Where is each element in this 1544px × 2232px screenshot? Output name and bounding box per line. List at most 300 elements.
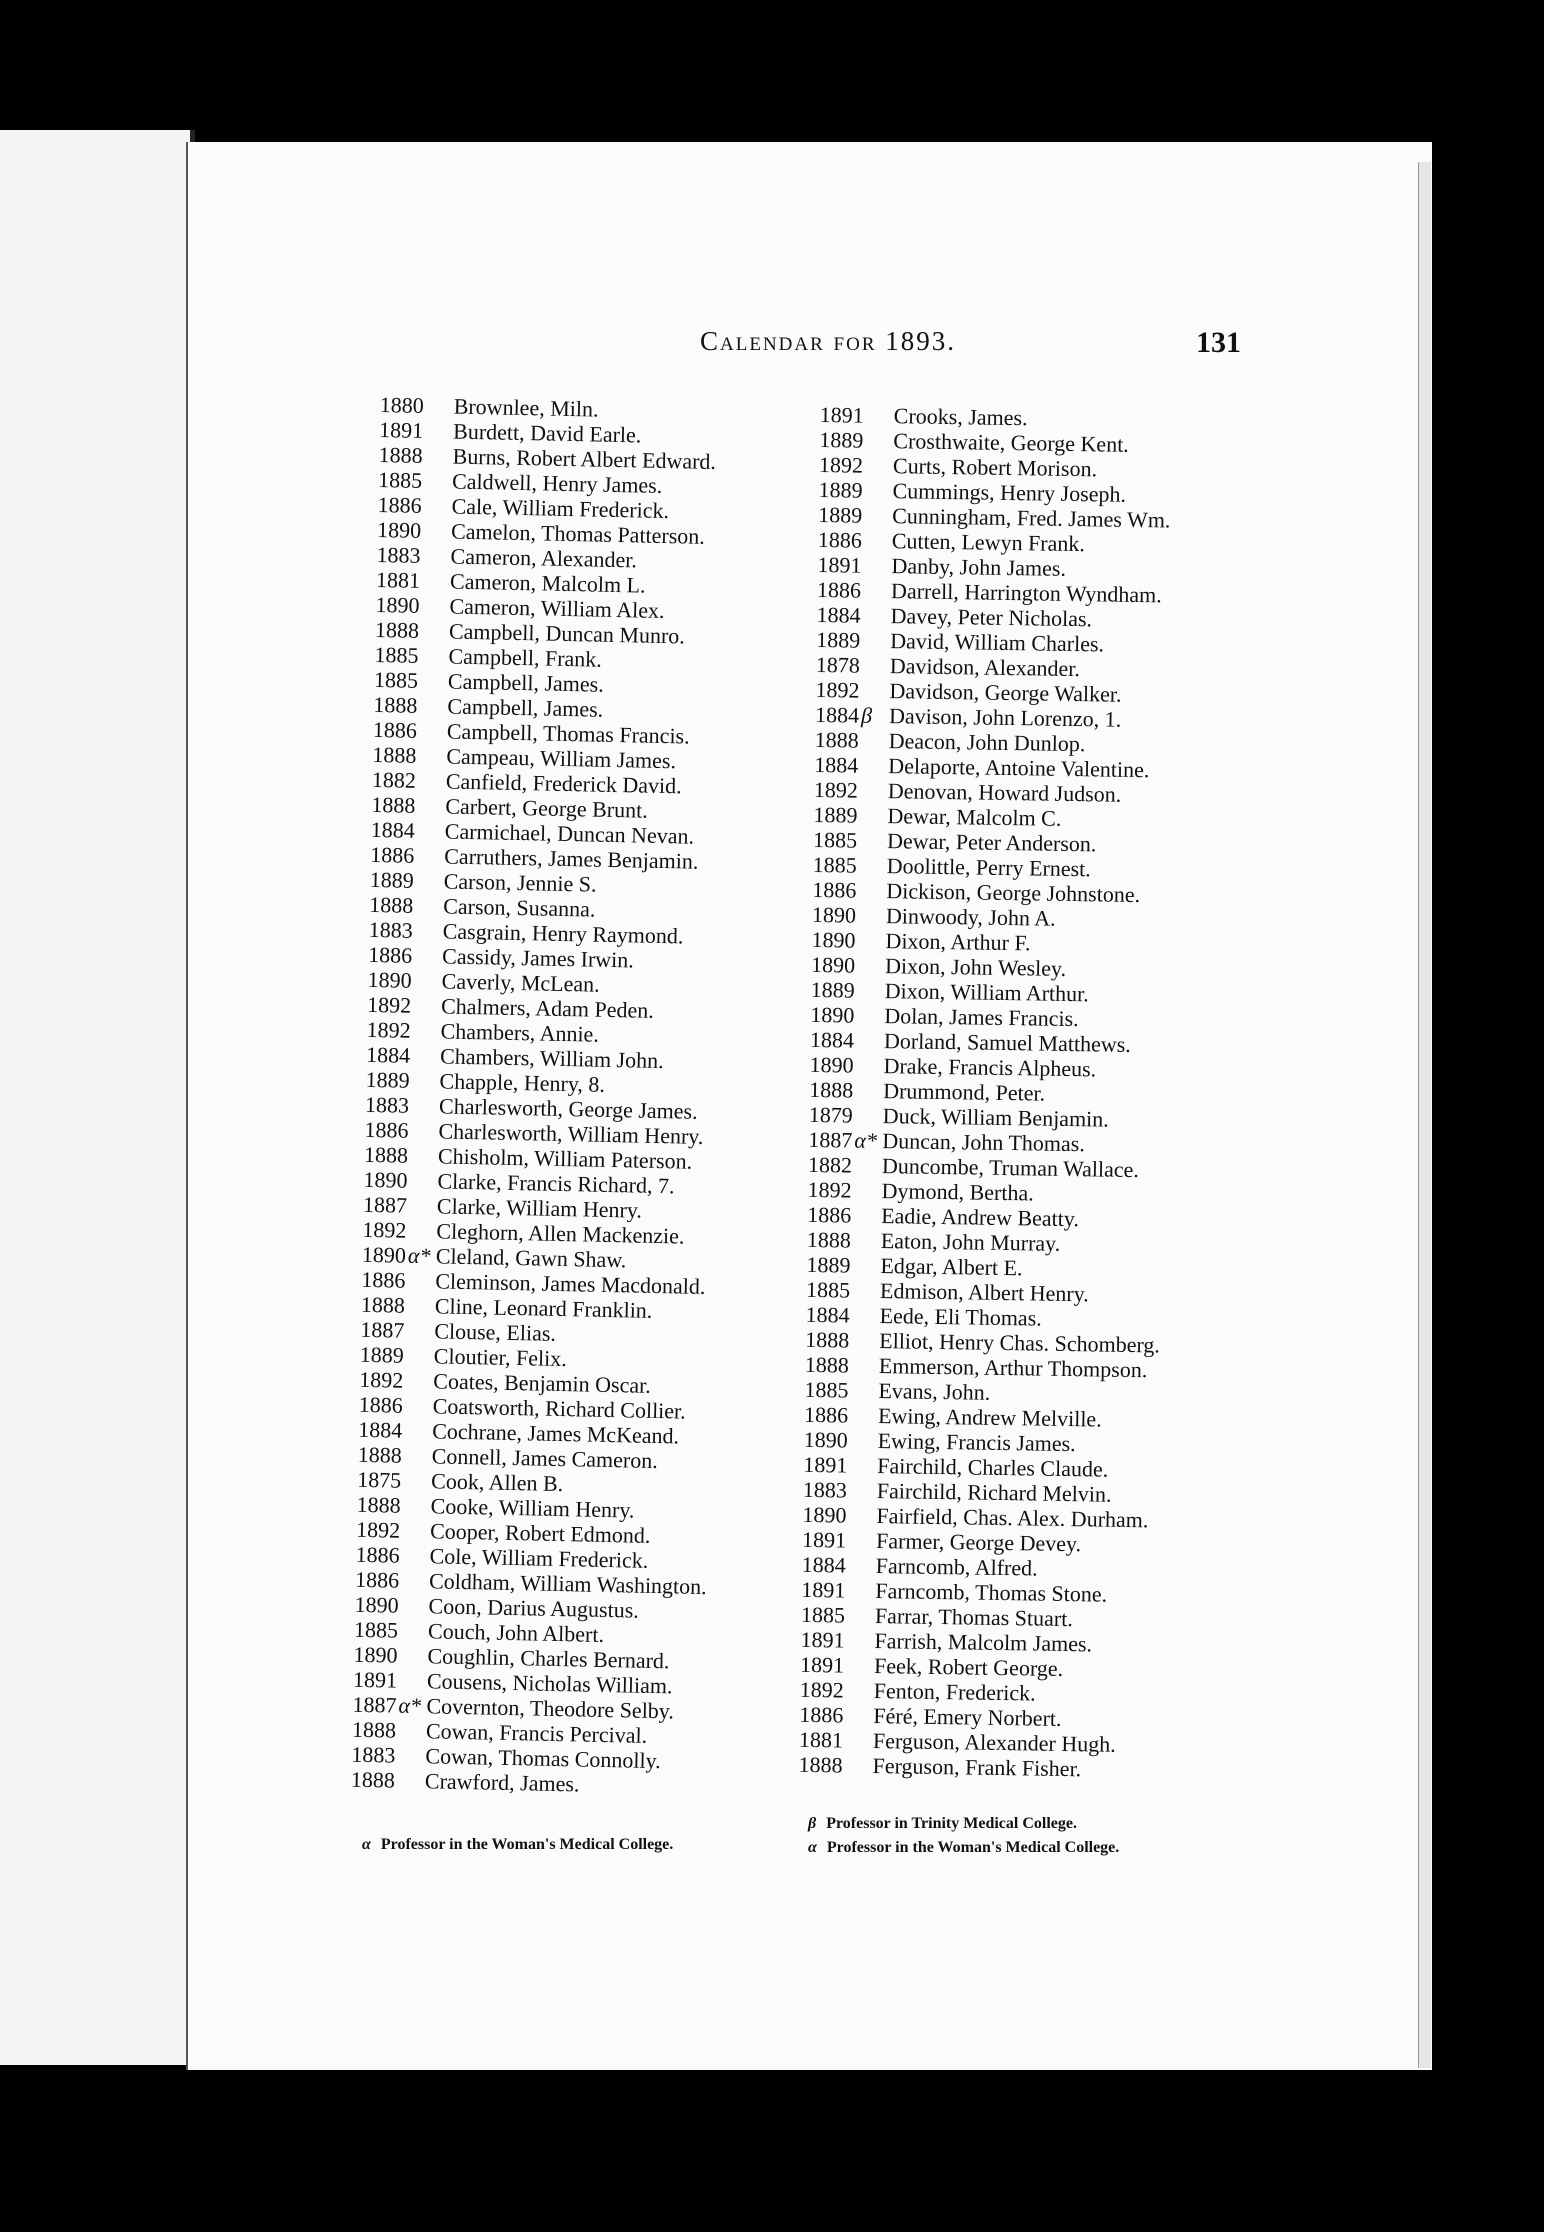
entry-mark — [855, 1103, 883, 1128]
entry-mark — [856, 1003, 884, 1028]
entry-mark — [864, 503, 892, 528]
entry-mark: α* — [398, 1692, 422, 1719]
entry-name: Eaton, John Murray. — [880, 1228, 1061, 1256]
entry-mark — [424, 468, 453, 494]
entry-mark — [420, 643, 449, 669]
entry-year: 1889 — [816, 626, 861, 653]
entry-mark — [418, 768, 447, 794]
entry-mark — [857, 978, 885, 1003]
entry-name: Cook, Allen B. — [430, 1468, 564, 1497]
entry-year: 1890 — [361, 1241, 407, 1268]
entry-mark — [406, 1318, 435, 1344]
entry-name: Ferguson, Frank Fisher. — [872, 1752, 1082, 1782]
entry-year: 1888 — [809, 1076, 854, 1103]
entry-mark — [862, 603, 890, 628]
entry-mark — [412, 1018, 441, 1044]
entry-year: 1884 — [805, 1301, 850, 1328]
entry-name: Campeau, William James. — [446, 743, 677, 774]
entry-name: Fairchild, Charles Claude. — [877, 1453, 1109, 1482]
footnote-text: Professor in the Woman's Medical College. — [826, 1839, 1120, 1856]
entry-name: Cummings, Henry Joseph. — [892, 478, 1127, 507]
entry-name: Ewing, Andrew Melville. — [877, 1403, 1102, 1432]
entry-mark — [857, 953, 885, 978]
entry-name: Fairfield, Chas. Alex. Durham. — [876, 1503, 1149, 1533]
entry-name: Chambers, William John. — [439, 1043, 664, 1074]
entry-mark — [850, 1378, 878, 1403]
facing-page-edge — [0, 130, 192, 2065]
entry-year: 1891 — [819, 402, 864, 428]
entry-name: Carmichael, Duncan Nevan. — [444, 818, 695, 849]
entry-year: 1884 — [801, 1551, 846, 1578]
entry-mark — [862, 653, 890, 678]
entry-name: Duncan, John Thomas. — [882, 1128, 1086, 1157]
entry-year: 1890 — [353, 1641, 398, 1668]
entry-year: 1875 — [356, 1466, 402, 1493]
entry-year: 1889 — [806, 1251, 851, 1278]
entry-year: 1890 — [367, 966, 412, 993]
entry-mark — [854, 1153, 882, 1178]
entry-mark — [425, 418, 454, 444]
entry-mark — [406, 1343, 435, 1369]
entry-year: 1892 — [799, 1676, 844, 1703]
entry-name: Dixon, William Arthur. — [884, 978, 1089, 1007]
entry-mark — [418, 743, 447, 769]
entry-name: Carson, Susanna. — [442, 893, 596, 922]
entry-mark — [422, 543, 451, 569]
entry-mark — [852, 1253, 880, 1278]
entry-year: 1887 — [808, 1126, 853, 1153]
entry-mark — [863, 553, 891, 578]
entry-name: Campbell, James. — [447, 693, 604, 722]
entry-name: Connell, James Cameron. — [431, 1443, 659, 1474]
entry-mark — [402, 1493, 431, 1519]
entry-year: 1886 — [803, 1401, 849, 1428]
entry-year: 1884 — [370, 816, 416, 843]
entry-year: 1883 — [368, 916, 413, 943]
page-edge-shadow — [1418, 162, 1431, 2068]
entry-year: 1889 — [813, 801, 858, 828]
entry-name: Fenton, Frederick. — [873, 1678, 1036, 1706]
entry-mark: α* — [854, 1127, 878, 1153]
entry-year: 1886 — [361, 1266, 406, 1293]
entry-mark — [403, 1468, 432, 1494]
entry-name: Cline, Leonard Franklin. — [434, 1293, 653, 1323]
entry-mark — [416, 868, 445, 894]
entry-year: 1892 — [813, 776, 859, 803]
entry-mark — [405, 1393, 434, 1419]
entry-name: Dixon, John Wesley. — [884, 953, 1067, 981]
entry-name: Cutten, Lewyn Frank. — [891, 528, 1086, 557]
entry-mark — [414, 943, 443, 969]
entry-mark — [416, 843, 445, 869]
entry-year: 1886 — [799, 1701, 844, 1728]
entry-name: Davison, John Lorenzo, 1. — [888, 703, 1122, 732]
entry-name: Delaporte, Antoine Valentine. — [888, 753, 1150, 783]
entry-name: Farmer, George Devey. — [875, 1528, 1082, 1557]
entry-year: 1889 — [819, 426, 864, 453]
entry-mark — [401, 1568, 430, 1594]
entry-name: Campbell, James. — [447, 668, 605, 697]
entry-name: Coatsworth, Richard Collier. — [432, 1393, 686, 1424]
entry-mark — [415, 893, 444, 919]
entry-year: 1884 — [809, 1026, 855, 1053]
entry-mark — [866, 403, 894, 428]
entry-name: Carbert, George Brunt. — [445, 793, 648, 823]
entry-mark — [400, 1618, 429, 1644]
entry-name: Caldwell, Henry James. — [451, 468, 663, 498]
entry-mark — [419, 718, 448, 744]
entry-year: 1886 — [372, 716, 418, 743]
entry-year: 1891 — [801, 1526, 847, 1553]
entry-year: 1888 — [372, 741, 417, 768]
entry-year: 1883 — [351, 1741, 396, 1768]
entry-mark — [850, 1403, 878, 1428]
entry-name: Duck, William Benjamin. — [882, 1103, 1109, 1132]
entry-name: Cousens, Nicholas William. — [426, 1668, 673, 1699]
entry-year: 1885 — [374, 641, 419, 668]
footnote-symbol: α — [808, 1839, 817, 1856]
entry-name: Couch, John Albert. — [427, 1618, 605, 1647]
entry-mark — [413, 968, 442, 994]
entry-year: 1892 — [355, 1516, 401, 1543]
left-footnote — [362, 1836, 673, 1854]
entry-name: Carson, Jennie S. — [443, 868, 597, 897]
entry-year: 1888 — [369, 891, 414, 918]
right-name-column — [798, 402, 1174, 1782]
entry-mark — [844, 1753, 872, 1778]
entry-mark — [412, 1043, 441, 1069]
entry-mark: α* — [407, 1242, 431, 1269]
entry-name: Caverly, McLean. — [441, 968, 600, 997]
entry-name: Clarke, William Henry. — [436, 1193, 643, 1223]
entry-name: Evans, John. — [878, 1378, 991, 1405]
entry-name: Davidson, Alexander. — [889, 653, 1081, 682]
entry-year: 1889 — [810, 976, 855, 1003]
entry-year: 1888 — [805, 1326, 850, 1353]
entry-year: 1885 — [805, 1276, 851, 1303]
entry-name: Coon, Darius Augustus. — [428, 1593, 640, 1623]
entry-name: Canfield, Frederick David. — [445, 768, 682, 799]
entry-name: Cooke, William Henry. — [430, 1493, 635, 1523]
entry-name: Dixon, Arthur F. — [885, 928, 1031, 956]
entry-name: Dorland, Samuel Matthews. — [883, 1028, 1132, 1057]
entry-mark — [847, 1578, 875, 1603]
entry-name: Casgrain, Henry Raymond. — [442, 918, 684, 949]
entry-year: 1886 — [807, 1201, 852, 1228]
entry-name: Curts, Robert Morison. — [892, 453, 1098, 482]
entry-mark — [423, 493, 452, 519]
entry-year: 1886 — [812, 876, 857, 903]
entry-year: 1891 — [801, 1576, 846, 1603]
entry-year: 1886 — [355, 1541, 400, 1568]
entry-mark — [404, 1418, 433, 1444]
entry-name: Cunningham, Fred. James Wm. — [892, 503, 1171, 533]
entry-name: Cameron, Malcolm L. — [449, 568, 646, 598]
entry-year: 1886 — [370, 841, 415, 868]
entry-name: Crooks, James. — [893, 403, 1028, 431]
entry-mark — [399, 1668, 428, 1694]
left-name-column — [351, 392, 732, 1799]
entry-name: Charlesworth, William Henry. — [438, 1118, 704, 1149]
entry-mark — [422, 568, 451, 594]
entry-year: 1880 — [379, 392, 424, 418]
entry-year: 1884 — [814, 701, 860, 728]
entry-name: Campbell, Thomas Francis. — [446, 718, 690, 749]
entry-mark — [857, 928, 885, 953]
entry-mark — [846, 1678, 874, 1703]
entry-year: 1885 — [812, 826, 858, 853]
entry-mark — [405, 1368, 434, 1394]
entry-year: 1886 — [354, 1566, 400, 1593]
entry-year: 1892 — [362, 1216, 407, 1243]
entry-year: 1892 — [366, 1016, 411, 1043]
entry-name: Clouse, Elias. — [434, 1318, 557, 1346]
entry-year: 1888 — [373, 691, 418, 718]
entry-year: 1892 — [818, 451, 864, 478]
entry-name: Chisholm, William Paterson. — [437, 1143, 693, 1174]
entry-name: Chapple, Henry, 8. — [439, 1068, 606, 1097]
entry-year: 1889 — [365, 1066, 410, 1093]
entry-mark — [846, 1653, 874, 1678]
entry-year: 1890 — [803, 1426, 848, 1453]
entry-mark — [410, 1143, 439, 1169]
entry-mark — [859, 853, 887, 878]
entry-year: 1891 — [799, 1651, 845, 1678]
entry-year: 1891 — [803, 1451, 848, 1478]
entry-mark — [410, 1118, 439, 1144]
entry-name: Cassidy, James Irwin. — [441, 943, 635, 973]
entry-mark — [853, 1203, 881, 1228]
entry-year: 1886 — [367, 941, 413, 968]
entry-name: Cowan, Francis Percival. — [425, 1718, 648, 1748]
entry-name: Dolan, James Francis. — [884, 1003, 1079, 1032]
entry-mark — [861, 678, 889, 703]
entry-name: Carruthers, James Benjamin. — [444, 843, 699, 874]
entry-year: 1885 — [804, 1376, 849, 1403]
entry-name: Cleminson, James Macdonald. — [435, 1268, 706, 1300]
entry-mark — [420, 668, 449, 694]
entry-mark — [397, 1743, 426, 1769]
entry-year: 1889 — [818, 501, 863, 528]
entry-year: 1890 — [810, 951, 856, 978]
entry-year: 1891 — [817, 551, 862, 578]
entry-year: 1888 — [378, 441, 423, 468]
entry-year: 1878 — [815, 651, 861, 678]
entry-name: Farncomb, Thomas Stone. — [875, 1578, 1108, 1607]
entry-year: 1891 — [378, 416, 424, 443]
entry-mark — [847, 1603, 875, 1628]
entry-mark — [407, 1268, 436, 1294]
entry-name: Eadie, Andrew Beatty. — [881, 1203, 1080, 1232]
entry-year: 1889 — [818, 476, 863, 503]
entry-name: Burdett, David Earle. — [452, 418, 642, 448]
entry-year: 1888 — [804, 1351, 850, 1378]
entry-year: 1885 — [377, 466, 423, 493]
entry-name: Clarke, Francis Richard, 7. — [437, 1168, 675, 1199]
entry-year: 1890 — [810, 1001, 855, 1028]
page-number: 131 — [1196, 326, 1241, 359]
entry-name: Dickison, George Johnstone. — [886, 878, 1141, 908]
entry-name: Edmison, Albert Henry. — [879, 1278, 1089, 1307]
entry-mark — [860, 778, 888, 803]
entry-name: Elliot, Henry Chas. Schomberg. — [879, 1328, 1161, 1358]
entry-year: 1886 — [817, 526, 863, 553]
entry-year: 1888 — [814, 726, 859, 753]
entry-mark — [846, 1628, 874, 1653]
entry-mark — [848, 1528, 876, 1553]
entry-name: Farrish, Malcolm James. — [874, 1628, 1093, 1657]
entry-name: Dewar, Malcolm C. — [887, 803, 1062, 831]
entry-name: Drummond, Peter. — [882, 1078, 1046, 1106]
entry-year: 1892 — [359, 1366, 404, 1393]
entry-name: Cooper, Robert Edmond. — [429, 1518, 651, 1548]
entry-year: 1890 — [354, 1591, 399, 1618]
entry-name: Fairchild, Richard Melvin. — [876, 1478, 1112, 1507]
entry-mark — [425, 393, 454, 419]
entry-year: 1884 — [814, 751, 859, 778]
entry-mark — [845, 1728, 873, 1753]
entry-year: 1888 — [356, 1491, 401, 1518]
entry-mark — [856, 1028, 884, 1053]
entry-mark — [851, 1303, 879, 1328]
entry-year: 1886 — [364, 1116, 409, 1143]
footnote-alpha — [808, 1836, 1119, 1860]
entry-mark — [850, 1428, 878, 1453]
entry-mark — [407, 1293, 436, 1319]
entry-mark — [421, 593, 450, 619]
entry-name: Coldham, William Washington. — [428, 1568, 707, 1600]
entry-name: Doolittle, Perry Ernest. — [886, 853, 1091, 882]
entry-mark — [419, 693, 448, 719]
entry-year: 1887 — [362, 1191, 408, 1218]
entry-year: 1886 — [377, 491, 422, 518]
entry-year: 1888 — [374, 616, 420, 643]
entry-year: 1892 — [815, 676, 860, 703]
entry-name: Burns, Robert Albert Edward. — [452, 443, 717, 475]
entry-mark — [851, 1353, 879, 1378]
entry-name: Crawford, James. — [424, 1768, 580, 1797]
entry-mark — [853, 1178, 881, 1203]
entry-name: Dewar, Peter Anderson. — [886, 828, 1097, 857]
entry-year: 1882 — [371, 766, 417, 793]
entry-year: 1887 — [352, 1691, 397, 1718]
entry-year: 1889 — [359, 1341, 405, 1368]
entry-year: 1887 — [360, 1316, 405, 1343]
entry-mark — [423, 518, 452, 544]
entry-mark — [401, 1543, 430, 1569]
entry-mark — [860, 753, 888, 778]
entry-mark — [863, 578, 891, 603]
entry-year: 1890 — [363, 1166, 408, 1193]
entry-name: Eede, Eli Thomas. — [879, 1303, 1042, 1331]
entry-mark — [853, 1228, 881, 1253]
entry-year: 1890 — [811, 926, 856, 953]
entry-mark — [414, 918, 443, 944]
running-header: Calendar for 1893. — [700, 326, 956, 356]
entry-year: 1890 — [809, 1051, 854, 1078]
entry-name: Davidson, George Walker. — [889, 678, 1122, 707]
entry-name: Campbell, Frank. — [448, 643, 603, 672]
entry-year: 1883 — [364, 1091, 410, 1118]
entry-name: Farrar, Thomas Stuart. — [874, 1603, 1074, 1632]
entry-year: 1884 — [365, 1041, 411, 1068]
entry-year: 1888 — [371, 791, 416, 818]
footnote-symbol: β — [808, 1815, 817, 1832]
entry-name: Emmerson, Arthur Thompson. — [878, 1353, 1148, 1383]
entry-mark — [397, 1768, 426, 1794]
entry-mark — [411, 1093, 440, 1119]
entry-name: Coates, Benjamin Oscar. — [433, 1368, 652, 1398]
entry-mark — [862, 628, 890, 653]
entry-year: 1885 — [812, 851, 857, 878]
entry-name: Deacon, John Dunlop. — [888, 728, 1086, 757]
entry-name: Cowan, Thomas Connolly. — [425, 1743, 661, 1774]
entry-name: Camelon, Thomas Patterson. — [450, 518, 706, 549]
entry-year: 1888 — [357, 1441, 403, 1468]
entry-name: David, William Charles. — [890, 628, 1105, 657]
entry-mark — [408, 1218, 437, 1244]
entry-year: 1886 — [816, 576, 862, 603]
entry-mark — [409, 1168, 438, 1194]
entry-mark — [398, 1718, 427, 1744]
entry-name: Feek, Robert George. — [873, 1653, 1064, 1681]
entry-name: Darrell, Harrington Wyndham. — [890, 578, 1162, 608]
entry-mark — [421, 618, 450, 644]
entry-mark — [399, 1643, 428, 1669]
entry-mark — [424, 443, 453, 469]
entry-mark — [860, 728, 888, 753]
entry-year: 1883 — [376, 541, 421, 568]
entry-name: Cale, William Frederick. — [451, 493, 670, 524]
entry-mark — [864, 528, 892, 553]
entry-mark: β — [860, 702, 873, 728]
entry-year: 1888 — [806, 1226, 852, 1253]
entry-name: Campbell, Duncan Munro. — [448, 618, 686, 649]
entry-year: 1881 — [375, 566, 421, 593]
entry-year: 1888 — [350, 1766, 396, 1793]
entry-mark — [865, 428, 893, 453]
entry-year: 1888 — [351, 1716, 397, 1743]
entry-name: Charlesworth, George James. — [438, 1093, 698, 1124]
entry-mark — [858, 903, 886, 928]
entry-year: 1888 — [360, 1291, 406, 1318]
entry-year: 1885 — [373, 666, 419, 693]
entry-name: Coughlin, Charles Bernard. — [427, 1643, 670, 1674]
entry-mark — [413, 993, 442, 1019]
entry-name: Cleghorn, Allen Mackenzie. — [436, 1218, 685, 1249]
entry-year: 1890 — [376, 516, 422, 543]
entry-year: 1883 — [802, 1476, 848, 1503]
entry-name: Farncomb, Alfred. — [875, 1553, 1038, 1581]
entry-mark — [411, 1068, 440, 1094]
entry-year: 1879 — [808, 1101, 853, 1128]
entry-name: Cole, William Frederick. — [429, 1543, 649, 1573]
entry-name: Chambers, Annie. — [440, 1018, 600, 1047]
entry-year: 1885 — [800, 1601, 846, 1628]
entry-name: Duncombe, Truman Wallace. — [881, 1153, 1140, 1183]
entry-mark — [851, 1328, 879, 1353]
entry-mark — [865, 453, 893, 478]
entry-name: Davey, Peter Nicholas. — [890, 603, 1093, 632]
entry-year: 1890 — [811, 901, 857, 928]
entry-name: Chalmers, Adam Peden. — [440, 993, 655, 1023]
entry-year: 1891 — [800, 1626, 845, 1653]
entry-year: 1886 — [358, 1391, 404, 1418]
entry-mark — [864, 478, 892, 503]
entry-mark — [417, 818, 446, 844]
entry-mark — [403, 1443, 432, 1469]
entry-year: 1890 — [802, 1501, 847, 1528]
